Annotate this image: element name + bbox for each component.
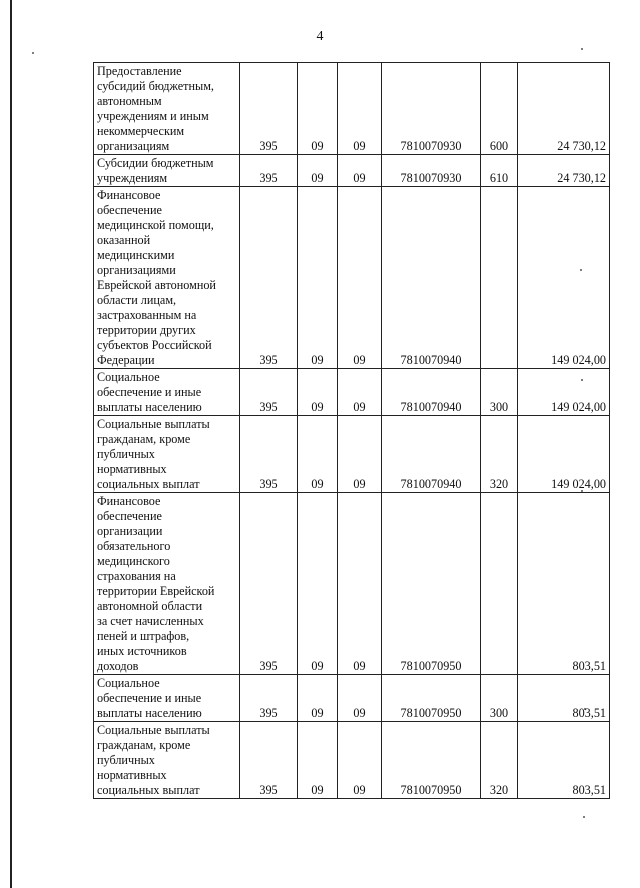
amount-cell: 24 730,12 <box>518 63 610 155</box>
table-row <box>94 155 610 187</box>
expense-type-cell: 300 <box>481 675 518 722</box>
row-name-line: медицинскими <box>97 248 175 262</box>
row-name-line: обеспечение и иные <box>97 691 202 705</box>
row-name-line: публичных <box>97 447 155 461</box>
row-name-line: обязательного <box>97 539 171 553</box>
amount-cell: 803,51 <box>518 493 610 675</box>
row-name-line: Еврейской автономной <box>97 278 216 292</box>
subsection-cell: 09 <box>338 675 382 722</box>
row-name-line: Федерации <box>97 353 155 367</box>
row-name-line: пеней и штрафов, <box>97 629 190 643</box>
row-name-line: обеспечение и иные <box>97 385 202 399</box>
row-name-line: территории других <box>97 323 196 337</box>
target-article-cell: 7810070940 <box>382 187 481 369</box>
row-name-line: обеспечение <box>97 203 162 217</box>
row-name-line: организациями <box>97 263 176 277</box>
row-name-line: иных источников <box>97 644 187 658</box>
scan-speck <box>581 48 583 50</box>
subsection-cell: 09 <box>338 493 382 675</box>
row-name-line: автономной области <box>97 599 203 613</box>
subsection-cell: 09 <box>338 63 382 155</box>
section-cell: 09 <box>298 416 338 493</box>
page-number: 4 <box>316 29 324 44</box>
amount-cell: 803,51 <box>518 722 610 799</box>
expense-type-cell: 320 <box>481 722 518 799</box>
row-name-cell <box>94 369 240 416</box>
row-name-line: выплаты населению <box>97 400 202 414</box>
row-name-line: Предоставление <box>97 64 182 78</box>
row-name-line: медицинского <box>97 554 170 568</box>
target-article-cell: 7810070950 <box>382 493 481 675</box>
expense-type-cell: 320 <box>481 416 518 493</box>
target-article-cell: 7810070940 <box>382 369 481 416</box>
section-cell: 09 <box>298 493 338 675</box>
table-row <box>94 493 610 675</box>
row-name-line: Финансовое <box>97 494 161 508</box>
section-cell: 09 <box>298 722 338 799</box>
subsection-cell: 09 <box>338 155 382 187</box>
section-cell: 09 <box>298 155 338 187</box>
row-name-line: Финансовое <box>97 188 161 202</box>
table-row <box>94 187 610 369</box>
row-name-line: гражданам, кроме <box>97 432 191 446</box>
row-name-line: обеспечение <box>97 509 162 523</box>
subsection-cell: 09 <box>338 416 382 493</box>
row-name-line: нормативных <box>97 768 167 782</box>
table-row <box>94 675 610 722</box>
grbs-cell: 395 <box>240 155 298 187</box>
row-name-line: нормативных <box>97 462 167 476</box>
row-name-line: за счет начисленных <box>97 614 204 628</box>
target-article-cell: 7810070930 <box>382 155 481 187</box>
row-name-cell <box>94 187 240 369</box>
section-cell: 09 <box>298 675 338 722</box>
row-name-line: выплаты населению <box>97 706 202 720</box>
section-cell: 09 <box>298 369 338 416</box>
row-name-line: публичных <box>97 753 155 767</box>
row-name-line: организациям <box>97 139 170 153</box>
table-row <box>94 722 610 799</box>
amount-cell: 24 730,12 <box>518 155 610 187</box>
budget-table <box>93 62 610 799</box>
scan-speck <box>583 816 585 818</box>
target-article-cell: 7810070940 <box>382 416 481 493</box>
row-name-line: медицинской помощи, <box>97 218 214 232</box>
target-article-cell: 7810070950 <box>382 722 481 799</box>
expense-type-cell: 300 <box>481 369 518 416</box>
amount-cell: 149 024,00 <box>518 187 610 369</box>
row-name-line: Социальное <box>97 370 160 384</box>
target-article-cell: 7810070950 <box>382 675 481 722</box>
row-name-cell <box>94 416 240 493</box>
row-name-line: социальных выплат <box>97 477 200 491</box>
grbs-cell: 395 <box>240 416 298 493</box>
row-name-line: Социальные выплаты <box>97 417 210 431</box>
row-name-line: оказанной <box>97 233 151 247</box>
table-row <box>94 416 610 493</box>
expense-type-cell: 600 <box>481 63 518 155</box>
row-name-line: субсидий бюджетным, <box>97 79 214 93</box>
row-name-line: доходов <box>97 659 139 673</box>
scan-edge-line <box>10 0 12 888</box>
row-name-line: территории Еврейской <box>97 584 215 598</box>
row-name-line: Субсидии бюджетным <box>97 156 214 170</box>
row-name-line: застрахованным на <box>97 308 197 322</box>
grbs-cell: 395 <box>240 675 298 722</box>
amount-cell: 149 024,00 <box>518 369 610 416</box>
row-name-line: учреждениям и иным <box>97 109 209 123</box>
grbs-cell: 395 <box>240 369 298 416</box>
row-name-line: учреждениям <box>97 171 168 185</box>
subsection-cell: 09 <box>338 187 382 369</box>
table-row <box>94 63 610 155</box>
row-name-cell <box>94 493 240 675</box>
row-name-line: субъектов Российской <box>97 338 212 352</box>
row-name-line: некоммерческим <box>97 124 185 138</box>
row-name-cell <box>94 675 240 722</box>
row-name-line: области лицам, <box>97 293 177 307</box>
table-body <box>94 63 610 799</box>
expense-type-cell <box>481 493 518 675</box>
row-name-line: гражданам, кроме <box>97 738 191 752</box>
row-name-cell <box>94 155 240 187</box>
expense-type-cell: 610 <box>481 155 518 187</box>
expense-type-cell <box>481 187 518 369</box>
row-name-line: Социальные выплаты <box>97 723 210 737</box>
grbs-cell: 395 <box>240 493 298 675</box>
subsection-cell: 09 <box>338 722 382 799</box>
subsection-cell: 09 <box>338 369 382 416</box>
amount-cell: 803,51 <box>518 675 610 722</box>
table-row <box>94 369 610 416</box>
section-cell: 09 <box>298 187 338 369</box>
scan-speck <box>32 52 34 54</box>
row-name-line: автономным <box>97 94 162 108</box>
row-name-line: страхования на <box>97 569 176 583</box>
row-name-line: социальных выплат <box>97 783 200 797</box>
amount-cell: 149 024,00 <box>518 416 610 493</box>
grbs-cell: 395 <box>240 187 298 369</box>
section-cell: 09 <box>298 63 338 155</box>
row-name-cell <box>94 63 240 155</box>
target-article-cell: 7810070930 <box>382 63 481 155</box>
row-name-line: Социальное <box>97 676 160 690</box>
grbs-cell: 395 <box>240 63 298 155</box>
row-name-line: организации <box>97 524 163 538</box>
row-name-cell <box>94 722 240 799</box>
grbs-cell: 395 <box>240 722 298 799</box>
